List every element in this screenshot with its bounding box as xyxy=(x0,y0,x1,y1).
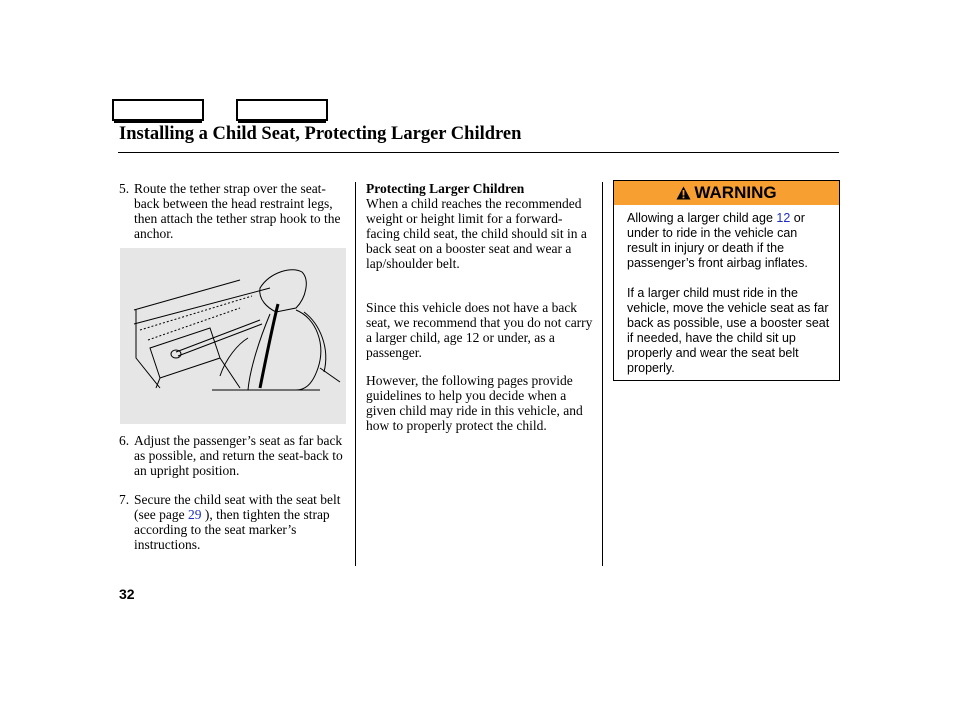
warning-header xyxy=(614,181,839,205)
column-divider-left xyxy=(355,182,356,566)
paragraph-3 xyxy=(366,373,596,433)
instruction-step-6 xyxy=(119,433,349,478)
warning-p1-after: or under to ride in the vehicle can result in injury or death if the passenger’s front airbag inflates. xyxy=(627,211,808,270)
step-number: 6. xyxy=(119,433,130,448)
paragraph-1-text: When a child reaches the recommended weight or height limit for a forward-facing child seat, the child should sit in a back seat on a booster seat and wear a lap/shoulder belt. xyxy=(366,196,587,271)
warning-label: WARNING xyxy=(694,183,777,202)
nav-button-next[interactable] xyxy=(236,99,328,121)
nav-button-previous[interactable] xyxy=(112,99,204,121)
warning-paragraph-2: If a larger child must ride in the vehicle, move the vehicle seat as far back as possible, use a booster seat if needed, have the child sit up properly and wear the seat belt properly. xyxy=(627,286,830,375)
instruction-step-7 xyxy=(119,492,349,552)
step-number: 5. xyxy=(119,181,130,196)
warning-paragraph-1 xyxy=(627,211,831,271)
page-29-link[interactable]: 29 xyxy=(187,507,202,522)
paragraph-2-text: Since this vehicle does not have a back seat, we recommend that you do not carry a larger child, age 12 or under, as a passenger. xyxy=(366,300,593,360)
warning-triangle-icon xyxy=(676,186,691,200)
warning-box xyxy=(613,180,840,381)
seat-tether-drawing xyxy=(120,248,346,424)
title-divider xyxy=(118,152,839,153)
paragraph-3-text: However, the following pages provide guidelines to help you decide when a given child may ride in this vehicle, and how to properly protect the child. xyxy=(366,373,583,433)
page-number: 32 xyxy=(119,586,135,602)
paragraph-2 xyxy=(366,300,596,360)
tether-strap-illustration xyxy=(120,248,346,424)
page-12-link[interactable]: 12 xyxy=(776,211,791,225)
section-heading: Protecting Larger Children xyxy=(366,181,525,196)
step-text-before: Secure the child seat with the seat belt (see page xyxy=(134,492,341,522)
instruction-step-5 xyxy=(119,181,349,241)
column-divider-right xyxy=(602,182,603,566)
step-text: Route the tether strap over the seat-back between the head restraint legs, then attach the tether strap hook to the anchor. xyxy=(134,181,341,241)
paragraph-1 xyxy=(366,196,596,271)
page-title: Installing a Child Seat, Protecting Larger Children xyxy=(119,124,522,144)
step-number: 7. xyxy=(119,492,130,507)
warning-p1-before: Allowing a larger child age xyxy=(627,211,777,225)
step-text: Adjust the passenger’s seat as far back as possible, and return the seat-back to an upright position. xyxy=(134,433,343,478)
step-text-after: ), then tighten the strap according to the seat marker’s instructions. xyxy=(134,507,330,552)
warning-text xyxy=(614,205,839,376)
